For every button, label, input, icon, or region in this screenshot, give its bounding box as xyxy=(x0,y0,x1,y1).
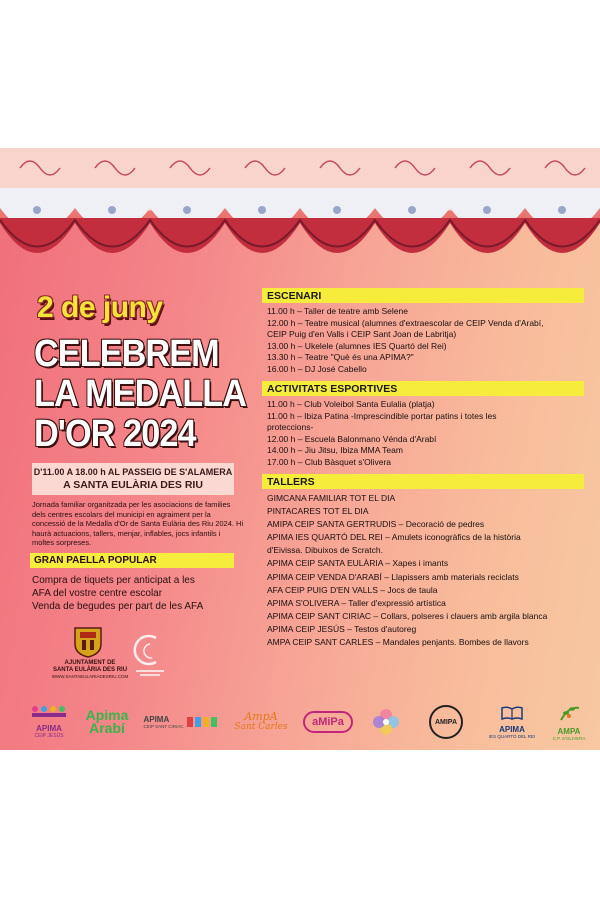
ajuntament-website: WWW.SANTAEULARIADESRIU.COM xyxy=(51,674,129,679)
coat-of-arms-icon xyxy=(73,626,103,658)
list-item: APIMA CEIP JESÚS – Testos d'autoreg xyxy=(267,623,417,634)
logo-text: AMPA xyxy=(557,726,581,736)
tallers-heading: TALLERS xyxy=(262,474,584,489)
logo-sub: C.P. S'OLIVERA xyxy=(552,735,586,741)
list-item: 13.00 h – Ukelele (alumnes IES Quartó del Rei) xyxy=(267,340,447,351)
list-item: APIMA CEIP VENDA D'ARABÍ – Llapissers amb materials reciclats xyxy=(267,571,519,582)
list-item: PINTACARES TOT EL DIA xyxy=(267,506,369,517)
list-item: AMPA CEIP SANT CARLES – Mandales penjants. Bombes de llavors xyxy=(267,637,529,648)
esportives-heading: ACTIVITATS ESPORTIVES xyxy=(262,381,584,396)
ajuntament-name xyxy=(40,660,140,674)
logo-amipa-circle xyxy=(424,700,468,744)
logo-sub: CEIP JESÚS xyxy=(34,733,64,739)
escenari-list xyxy=(267,306,584,375)
event-poster xyxy=(0,148,600,750)
lace-border-decoration xyxy=(0,148,600,288)
paella-line-2: AFA del vostre centre escolar xyxy=(32,588,163,599)
ajuntament-name-line-2: SANTA EULÀRIA DES RIU xyxy=(52,667,128,673)
list-item: APIMA CEIP SANTA EULÀRIA – Xapes i imants xyxy=(267,558,449,569)
program-sections xyxy=(262,288,584,649)
list-item: d'Eivissa. Dibuixos de Scratch. xyxy=(267,545,383,556)
logo-apima-jesus xyxy=(20,700,78,744)
title-line-3: D'OR 2024 xyxy=(34,413,196,455)
poster-title xyxy=(34,333,247,455)
list-item: APIMA IES QUARTÓ DEL REI – Amulets iconogràfics de la història xyxy=(267,532,521,543)
logo-text: AMIPA xyxy=(434,718,458,726)
list-item: 12.00 h – Teatre musical (alumnes d'extraescolar de CEIP Venda d'Arabí, xyxy=(267,317,544,328)
list-item: APIMA S'OLIVERA – Taller d'expressió artística xyxy=(267,597,446,608)
title-line-2: LA MEDALLA xyxy=(34,373,247,415)
event-date: 2 de juny xyxy=(37,291,163,324)
ajuntament-logo xyxy=(40,626,140,686)
list-item: APIMA CEIP SANT CIRIAC – Collars, polseres i clauers amb argila blanca xyxy=(267,610,548,621)
logo-apima-quarto xyxy=(484,700,540,744)
escenari-heading: ESCENARI xyxy=(262,288,584,303)
logo-text: APIMA xyxy=(499,724,525,734)
paella-line-3: Venda de begudes per part de les AFA xyxy=(32,601,204,612)
title-line-1: CELEBREM xyxy=(34,333,219,375)
list-item: CEIP Puig d'en Valls i CEIP Sant Joan de Labritja) xyxy=(267,329,457,339)
logo-sub: Sant Carles xyxy=(234,722,288,732)
list-item: 11.00 h – Ibiza Patina -Imprescindible portar patins i totes les xyxy=(267,410,497,421)
event-location: A SANTA EULÀRIA DES RIU xyxy=(63,479,203,491)
logo-sub: IES QUARTÓ DEL REI xyxy=(488,733,536,739)
children-icon xyxy=(187,715,217,729)
logo-text: AmpA xyxy=(244,710,278,723)
paella-info xyxy=(32,574,247,613)
fundacio-logo-icon xyxy=(130,632,170,680)
logo-ampa-olivera xyxy=(548,700,590,744)
paella-heading: GRAN PAELLA POPULAR xyxy=(30,553,234,568)
logo-apima-sant-ciriac xyxy=(140,700,220,744)
list-item: 13.30 h – Teatre "Què és una APIMA?" xyxy=(267,352,414,362)
list-item: 11.00 h – Taller de teatre amb Selene xyxy=(267,306,408,316)
ajuntament-name-line-1: AJUNTAMENT DE xyxy=(64,660,116,666)
logo-amipa xyxy=(300,700,356,744)
list-item: 12.00 h – Escuela Balonmano Vénda d'Arabí xyxy=(267,433,437,444)
paella-line-1: Compra de tiquets per anticipat a les xyxy=(32,575,195,586)
logo-text: APIMA xyxy=(143,715,170,724)
flower-icon xyxy=(371,707,401,737)
event-time: D'11.00 A 18.00 h AL PASSEIG DE S'ALAMERA xyxy=(33,467,233,477)
logo-apima-arabi xyxy=(80,700,134,744)
list-item: AMIPA CEIP SANTA GERTRUDIS – Decoració de pedres xyxy=(267,519,485,530)
logo-flower xyxy=(368,700,404,744)
logo-sub: Arabí xyxy=(89,720,125,736)
logo-sub: CEIP SANT CIRIAC xyxy=(143,724,184,729)
logo-text: Apima xyxy=(85,707,129,723)
logo-text: APIMA xyxy=(36,724,62,733)
tallers-list xyxy=(267,492,584,649)
olive-branch-icon xyxy=(557,704,581,722)
list-item: 14.00 h – Jiu Jitsu, Ibiza MMA Team xyxy=(267,445,403,455)
logo-ampa-sant-carles xyxy=(232,700,290,744)
time-location-box xyxy=(32,463,234,495)
list-item: GIMCANA FAMILIAR TOT EL DIA xyxy=(267,493,396,503)
logo-text: aMiPa xyxy=(312,716,344,728)
list-item: AFA CEIP PUIG D'EN VALLS – Jocs de taula xyxy=(267,584,438,595)
sponsor-logos xyxy=(0,700,600,750)
list-item: 16.00 h – DJ José Cabello xyxy=(267,363,367,374)
list-item: 17.00 h – Club Bàsquet s'Olivera xyxy=(267,456,392,467)
book-icon xyxy=(501,706,523,720)
list-item: 11.00 h – Club Voleibol Santa Eulalia (platja) xyxy=(267,399,435,409)
intro-text: Jornada familiar organitzada per les asociacions de families dels centres escolars del municipi en agraiment per la concessió de la Medalla d'Or de Santa Eulària des Riu 2024. Hi haurà actuacions, tallers, menjar, inflables, jocs infantils i moltes sorpreses. xyxy=(32,500,244,547)
esportives-list xyxy=(267,399,584,468)
people-icon xyxy=(29,705,69,719)
list-item: proteccions- xyxy=(267,422,314,432)
